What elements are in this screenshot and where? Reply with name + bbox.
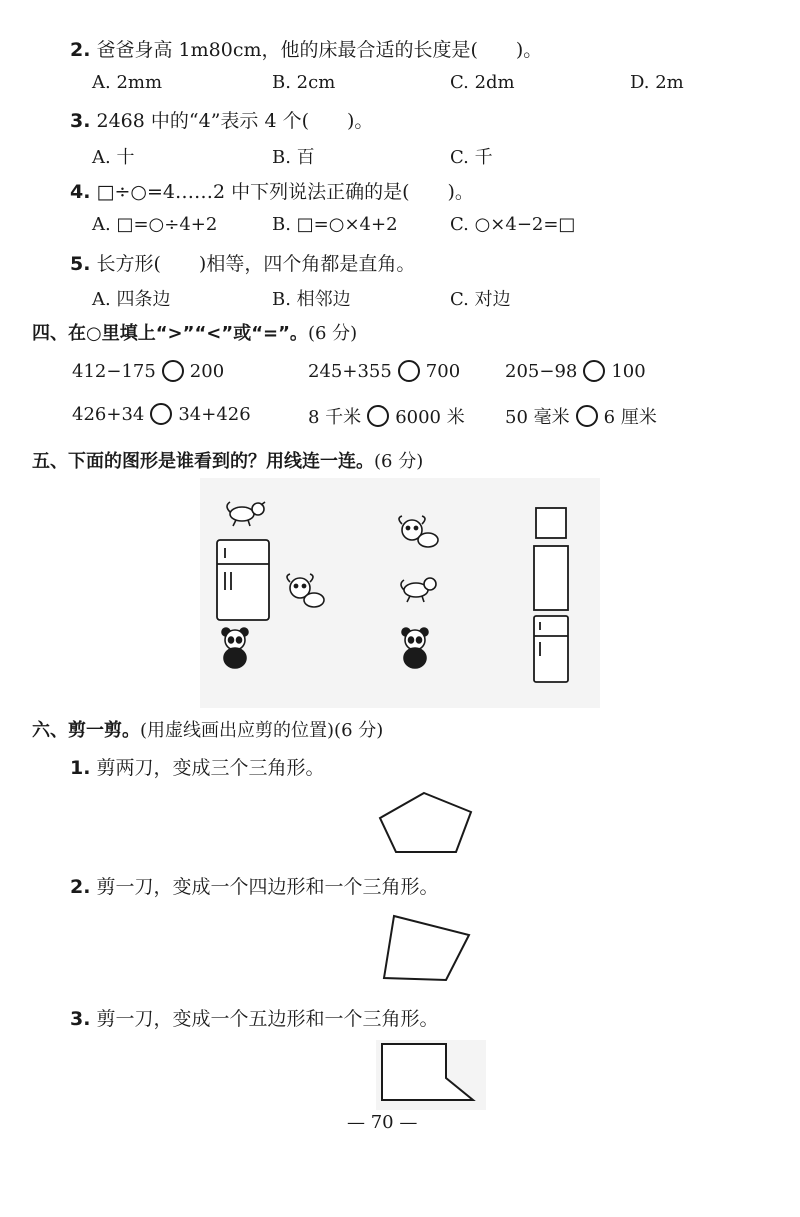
question-number: 2. <box>70 876 91 898</box>
answer-circle[interactable] <box>367 405 389 427</box>
answer-circle[interactable] <box>162 360 184 382</box>
compare-item <box>308 360 460 382</box>
page-number: — 70 — <box>347 1112 418 1133</box>
option-b: B. 相邻边 <box>272 289 351 310</box>
side-view-rectangle <box>534 546 568 610</box>
option-a: A. 四条边 <box>92 289 171 310</box>
compare-left: 426+34 <box>72 403 145 425</box>
compare-left: 205−98 <box>505 360 578 382</box>
compare-left: 245+355 <box>308 360 392 382</box>
option-d: D. 2m <box>630 72 684 93</box>
compare-item <box>72 360 224 382</box>
section-5-heading <box>32 447 423 473</box>
option-b: B. 百 <box>272 147 315 168</box>
section-title: 四、在○里填上“>”“<”或“=”。 <box>32 323 308 344</box>
question-text: 剪一刀，变成一个五边形和一个三角形。 <box>96 1008 439 1030</box>
question-5 <box>70 249 415 276</box>
question-text: 剪一刀，变成一个四边形和一个三角形。 <box>96 876 439 898</box>
question-3 <box>70 106 373 133</box>
question-text: □÷○=4……2 中下列说法正确的是( )。 <box>96 181 474 203</box>
pentagon-shape[interactable] <box>374 790 484 860</box>
fridge-icon <box>534 616 568 682</box>
compare-right: 700 <box>425 360 461 382</box>
answer-circle[interactable] <box>576 405 598 427</box>
compare-right: 6 厘米 <box>603 407 657 428</box>
views-illustration <box>200 478 600 708</box>
compare-item <box>505 360 646 382</box>
option-b: B. □=○×4+2 <box>272 214 398 235</box>
option-c: C. 对边 <box>450 289 511 310</box>
option-c: C. ○×4−2=□ <box>450 214 576 235</box>
compare-item <box>308 403 465 429</box>
compare-right: 6000 米 <box>395 407 465 428</box>
question-number: 5. <box>70 253 91 275</box>
section-points: (6 分) <box>374 451 424 472</box>
compare-right: 200 <box>189 360 225 382</box>
quadrilateral-shape[interactable] <box>380 910 480 990</box>
section-title: 五、下面的图形是谁看到的？用线连一连。 <box>32 451 374 472</box>
question-number: 2. <box>70 39 91 61</box>
option-c: C. 2dm <box>450 72 515 93</box>
question-number: 4. <box>70 181 91 203</box>
compare-right: 34+426 <box>178 403 251 425</box>
question-2 <box>70 35 542 62</box>
cut-question-3 <box>70 1004 439 1031</box>
question-number: 1. <box>70 757 91 779</box>
answer-circle[interactable] <box>398 360 420 382</box>
section-points: (6 分) <box>307 323 358 344</box>
irregular-pentagon-shape[interactable] <box>376 1040 486 1110</box>
section-6-heading <box>32 716 383 742</box>
compare-left: 8 千米 <box>308 407 362 428</box>
option-a: A. □=○÷4+2 <box>92 214 218 235</box>
compare-item <box>72 403 251 425</box>
section-4-heading <box>32 319 357 345</box>
option-a: A. 十 <box>92 147 135 168</box>
compare-right: 100 <box>611 360 646 382</box>
answer-circle[interactable] <box>150 403 172 425</box>
top-view-square <box>536 508 566 538</box>
question-4 <box>70 177 474 204</box>
option-a: A. 2mm <box>92 72 163 93</box>
option-c: C. 千 <box>450 147 493 168</box>
question-text: 爸爸身高 1m80cm，他的床最合适的长度是( )。 <box>96 39 543 61</box>
compare-left: 50 毫米 <box>505 407 570 428</box>
question-text: 2468 中的“4”表示 4 个( )。 <box>96 110 374 132</box>
question-number: 3. <box>70 110 91 132</box>
cut-question-2 <box>70 872 439 899</box>
compare-left: 412−175 <box>72 360 156 382</box>
section-title: 六、剪一剪。 <box>32 720 140 741</box>
question-number: 3. <box>70 1008 91 1030</box>
compare-item <box>505 403 657 429</box>
question-text: 剪两刀，变成三个三角形。 <box>96 757 325 779</box>
fridge-icon <box>217 540 269 620</box>
question-text: 长方形( )相等，四个角都是直角。 <box>96 253 416 275</box>
section-subtitle: (用虚线画出应剪的位置)(6 分) <box>140 720 384 741</box>
answer-circle[interactable] <box>583 360 605 382</box>
option-b: B. 2cm <box>272 72 336 93</box>
cut-question-1 <box>70 753 325 780</box>
